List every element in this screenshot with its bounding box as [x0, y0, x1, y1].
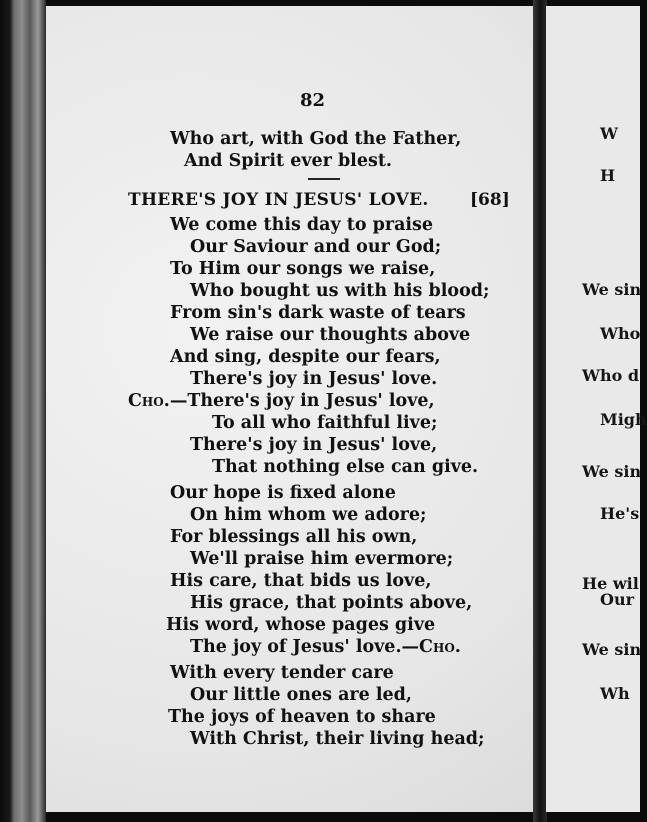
right-fragment: We sin	[582, 640, 642, 659]
book-spine	[0, 0, 46, 822]
chorus-marker: Cho.	[128, 391, 170, 411]
text-line: We come this day to praise	[170, 215, 434, 235]
right-fragment: Who d	[582, 366, 640, 385]
right-fragment: Wh	[600, 684, 630, 703]
text-line: And sing, despite our fears,	[170, 347, 441, 367]
text-line: To all who faithful live;	[212, 413, 438, 433]
text-line: To Him our songs we raise,	[170, 259, 436, 279]
text-line: With every tender care	[170, 663, 394, 683]
right-fragment: W	[600, 124, 618, 143]
hymn-title: THERE'S JOY IN JESUS' LOVE.	[128, 190, 429, 210]
text-line: We raise our thoughts above	[190, 325, 471, 345]
text-line: Our little ones are led,	[190, 685, 412, 705]
right-fragment: H	[600, 166, 616, 185]
left-page	[46, 6, 536, 812]
text-line: For blessings all his own,	[170, 527, 418, 547]
text-line: There's joy in Jesus' love.	[190, 369, 438, 389]
text-line: Our hope is fixed alone	[170, 483, 396, 503]
text-line: With Christ, their living head;	[190, 729, 485, 749]
text-line: Who art, with God the Father,	[170, 129, 462, 149]
text-line: On him whom we adore;	[190, 505, 427, 525]
page-gutter	[533, 0, 547, 822]
hymn-number: [68]	[470, 190, 510, 210]
right-page-edge	[546, 6, 647, 812]
text-line: And Spirit ever blest.	[184, 151, 392, 171]
page-number: 82	[300, 90, 326, 111]
chorus-first-line: Cho.—There's joy in Jesus' love,	[128, 391, 435, 411]
right-fragment: Migh	[600, 410, 647, 429]
text-line: His word, whose pages give	[166, 615, 436, 635]
right-fragment: Our	[600, 590, 634, 609]
text-line: His grace, that points above,	[190, 593, 473, 613]
text-line: There's joy in Jesus' love,	[190, 435, 438, 455]
text-line: We'll praise him evermore;	[190, 549, 454, 569]
text-line: That nothing else can give.	[212, 457, 479, 477]
right-fragment: Who	[600, 324, 641, 343]
section-rule	[308, 178, 340, 180]
right-fragment: He's	[600, 504, 640, 523]
text-line: Who bought us with his blood;	[190, 281, 490, 301]
text-line: The joys of heaven to share	[168, 707, 436, 727]
right-fragment: We sin	[582, 280, 642, 299]
text-line: His care, that bids us love,	[170, 571, 432, 591]
chorus-ref-line: The joy of Jesus' love.—Cho.	[190, 637, 461, 657]
text-line: From sin's dark waste of tears	[170, 303, 466, 323]
right-fragment: We sin	[582, 462, 642, 481]
right-fragment: He wil	[582, 574, 639, 593]
chorus-marker: Cho.	[419, 637, 461, 657]
text-line: Our Saviour and our God;	[190, 237, 442, 257]
